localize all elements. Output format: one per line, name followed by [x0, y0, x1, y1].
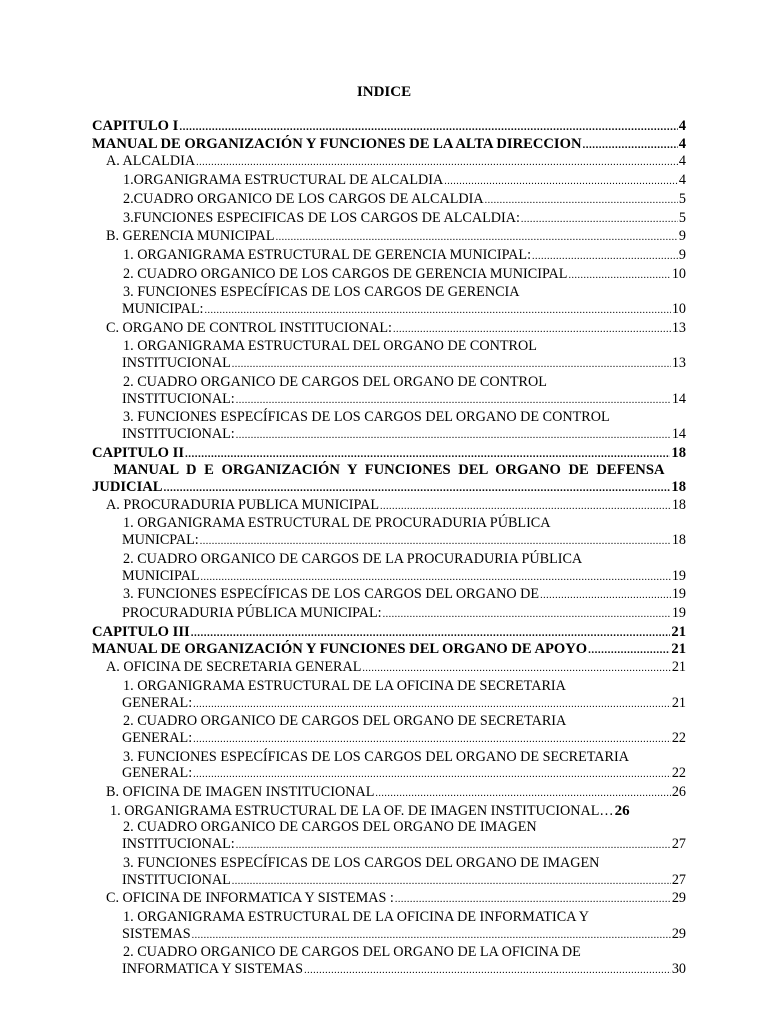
toc-entry[interactable]	[92, 266, 686, 285]
toc-entry-text: MANUAL D E ORGANIZACIÓN Y FUNCIONES DEL ORGANO DE DEFENSA	[113, 462, 665, 479]
toc-entry[interactable]	[92, 338, 686, 355]
dot-leader	[196, 155, 678, 172]
dot-leader	[232, 874, 671, 891]
toc-entry[interactable]	[92, 320, 686, 339]
toc-entry-text: INSTITUCIONAL:	[122, 425, 235, 442]
dot-leader	[393, 322, 671, 339]
dot-leader	[380, 499, 671, 516]
dot-leader	[193, 697, 671, 714]
toc-page-number: 26	[614, 802, 630, 819]
toc-entry[interactable]	[92, 532, 686, 551]
dot-leader	[185, 446, 670, 463]
toc-page-number: 10	[671, 301, 686, 318]
toc-entry-text: MANUAL DE ORGANIZACIÓN Y FUNCIONES DE LA ALTA DIRECCION	[92, 135, 582, 152]
toc-entry-text: C. OFICINA DE INFORMATICA Y SISTEMAS :	[106, 890, 394, 907]
toc-entry-text: SISTEMAS	[122, 925, 191, 942]
toc-entry[interactable]	[92, 445, 686, 463]
toc-page-number: 21	[671, 641, 686, 658]
toc-entry[interactable]	[92, 118, 686, 136]
toc-entry-number: 3.	[123, 209, 134, 226]
toc-page-number: 14	[671, 390, 686, 407]
toc-entry[interactable]	[92, 210, 686, 229]
toc-page-number: 4	[678, 153, 686, 170]
toc-entry-text: 3. FUNCIONES ESPECÍFICAS DE LOS CARGOS DEL ORGANO DE SECRETARIA	[123, 748, 629, 765]
toc-entry-text: INSTITUCIONAL	[122, 355, 231, 372]
toc-page-number: 9	[678, 228, 686, 245]
toc-entry[interactable]	[92, 784, 686, 803]
dot-leader	[521, 212, 678, 229]
toc-entry-text: CAPITULO I	[92, 118, 179, 134]
toc-entry-text: 2. CUADRO ORGANICO DE CARGOS DEL ORGANO DE IMAGEN	[123, 819, 537, 836]
toc-entry[interactable]	[92, 765, 686, 784]
toc-entry-text: 3. FUNCIONES ESPECÍFICAS DE LOS CARGOS DEL ORGANO DE CONTROL	[123, 409, 610, 426]
toc-entry-number: 1.	[123, 172, 134, 189]
toc-page-number: 19	[671, 586, 686, 603]
toc-entry[interactable]	[92, 586, 686, 605]
toc-page-number: 26	[671, 784, 686, 801]
dot-leader	[164, 480, 671, 497]
toc-page-number: 13	[671, 355, 686, 372]
dot-leader	[191, 625, 671, 642]
dot-leader	[395, 892, 671, 909]
toc-entry[interactable]	[92, 641, 686, 659]
toc-entry[interactable]	[92, 391, 686, 410]
toc-entry-text: INFORMATICA Y SISTEMAS	[122, 961, 304, 978]
toc-page-number: 4	[678, 172, 686, 189]
toc-page-number: 27	[671, 871, 686, 888]
dot-leader	[204, 303, 670, 320]
dot-leader	[568, 268, 670, 285]
toc-entry[interactable]	[92, 228, 686, 247]
dot-leader	[179, 119, 677, 136]
dot-leader	[232, 357, 671, 374]
toc-entry-text: INSTITUCIONAL:	[122, 390, 235, 407]
toc-entry-text: MUNICIPAL	[122, 567, 200, 584]
toc-entry[interactable]	[92, 515, 686, 532]
toc-entry-text: CAPITULO II	[92, 444, 185, 461]
toc-page-number: 18	[671, 479, 686, 496]
toc-entry-text: A. OFICINA DE SECRETARIA GENERAL	[106, 659, 362, 676]
page-title: INDICE	[356, 84, 412, 100]
table-of-contents	[92, 118, 686, 980]
toc-entry[interactable]	[92, 855, 686, 872]
toc-entry-text: FUNCIONES ESPECIFICAS DE LOS CARGOS DE ALCALDIA:	[133, 209, 520, 226]
toc-entry[interactable]	[92, 172, 686, 191]
toc-page-number: 10	[671, 265, 686, 282]
dot-leader	[236, 428, 671, 445]
toc-entry-text: B. OFICINA DE IMAGEN INSTITUCIONAL	[106, 784, 375, 801]
toc-entry[interactable]	[92, 819, 686, 836]
toc-entry-text: 3. FUNCIONES ESPECÍFICAS DE LOS CARGOS DEL ORGANO DE IMAGEN	[123, 854, 600, 871]
toc-entry-text: 1. ORGANIGRAMA ESTRUCTURAL DE PROCURADURIA PÚBLICA	[123, 515, 551, 532]
toc-entry-text: GENERAL:	[122, 765, 193, 782]
toc-page-number: 27	[671, 836, 686, 853]
toc-entry-text: A. ALCALDIA	[106, 153, 196, 170]
toc-page-number: 21	[671, 694, 686, 711]
toc-page-number: 5	[678, 190, 686, 207]
toc-entry[interactable]	[92, 301, 686, 320]
toc-entry[interactable]	[92, 284, 686, 301]
toc-entry-text: 2. CUADRO ORGANICO DE LOS CARGOS DE GERENCIA MUNICIPAL	[123, 265, 568, 282]
toc-page-number: 14	[671, 425, 686, 442]
dot-leader	[193, 767, 671, 784]
dot-leader	[540, 588, 671, 605]
toc-entry-text: INSTITUCIONAL:	[122, 836, 235, 853]
toc-entry[interactable]	[92, 836, 686, 855]
toc-page-number: 18	[671, 496, 686, 513]
toc-entry[interactable]	[92, 551, 686, 568]
toc-entry-text: 1. ORGANIGRAMA ESTRUCTURAL DEL ORGANO DE CONTROL	[123, 338, 537, 355]
toc-entry[interactable]	[92, 659, 686, 678]
toc-entry[interactable]	[92, 961, 686, 980]
dot-leader	[192, 928, 671, 945]
toc-entry[interactable]	[92, 926, 686, 945]
toc-entry-text: GENERAL:	[122, 694, 193, 711]
toc-entry-text: 2. CUADRO ORGANICO DE CARGOS DEL ORGANO DE SECRETARIA	[123, 713, 567, 730]
toc-entry[interactable]	[92, 409, 686, 426]
toc-page-number: 19	[671, 604, 686, 621]
toc-entry[interactable]	[92, 426, 686, 445]
toc-entry[interactable]	[92, 872, 686, 891]
toc-entry[interactable]	[92, 247, 686, 266]
toc-entry[interactable]	[92, 568, 686, 587]
toc-entry[interactable]	[92, 191, 686, 210]
dot-leader	[532, 249, 678, 266]
dot-leader	[588, 642, 670, 659]
toc-entry[interactable]	[92, 695, 686, 714]
toc-entry[interactable]	[92, 605, 686, 624]
toc-page-number: 29	[671, 890, 686, 907]
toc-entry-text: 2. CUADRO ORGANICO DE CARGOS DEL ORGANO DE CONTROL	[123, 373, 547, 390]
toc-entry-text: ORGANIGRAMA ESTRUCTURAL DE ALCALDIA	[133, 172, 444, 189]
dot-leader	[193, 732, 671, 749]
toc-entry-text: B. GERENCIA MUNICIPAL	[106, 228, 275, 245]
dot-leader	[444, 174, 678, 191]
dot-leader	[276, 230, 678, 247]
toc-page-number: 4	[678, 135, 686, 152]
dot-leader	[485, 193, 678, 210]
toc-page-number: 29	[671, 925, 686, 942]
toc-page-number: 22	[671, 765, 686, 782]
dot-leader	[375, 786, 670, 803]
toc-page-number: 30	[671, 961, 686, 978]
toc-page-number: 5	[678, 209, 686, 226]
toc-entry[interactable]	[92, 355, 686, 374]
dot-leader	[236, 838, 671, 855]
toc-entry-text: C. ORGANO DE CONTROL INSTITUCIONAL:	[106, 319, 392, 336]
toc-entry[interactable]	[92, 624, 686, 642]
toc-entry[interactable]	[92, 462, 686, 479]
toc-entry-text: 1. ORGANIGRAMA ESTRUCTURAL DE LA OF. DE IMAGEN INSTITUCIONAL…	[110, 802, 614, 819]
toc-entry-text: MANUAL DE ORGANIZACIÓN Y FUNCIONES DEL ORGANO DE APOYO	[92, 641, 588, 658]
toc-entry[interactable]	[92, 909, 686, 926]
toc-entry-text: 1. ORGANIGRAMA ESTRUCTURAL DE LA OFICINA DE SECRETARIA	[123, 677, 566, 694]
toc-entry[interactable]	[92, 944, 686, 961]
toc-entry-text: JUDICIAL	[92, 479, 163, 496]
toc-entry-text: GENERAL:	[122, 729, 193, 746]
toc-entry[interactable]	[92, 136, 686, 154]
toc-page-number: 21	[671, 623, 686, 640]
toc-entry[interactable]	[92, 713, 686, 730]
toc-page-number: 4	[678, 118, 686, 134]
dot-leader	[304, 963, 671, 980]
toc-entry-text: 3. FUNCIONES ESPECÍFICAS DE LOS CARGOS DEL ORGANO DE	[123, 586, 540, 603]
toc-entry[interactable]	[92, 374, 686, 391]
toc-entry[interactable]	[92, 479, 686, 497]
toc-entry-text: CAPITULO III	[92, 623, 190, 640]
toc-entry[interactable]	[92, 749, 686, 766]
toc-entry[interactable]	[92, 890, 686, 909]
toc-page-number: 19	[671, 567, 686, 584]
toc-page-number: 21	[671, 659, 686, 676]
dot-leader	[201, 570, 671, 587]
toc-entry-text: PROCURADURIA PÚBLICA MUNICIPAL:	[122, 604, 382, 621]
toc-page-number: 18	[671, 532, 686, 549]
toc-page-number: 9	[678, 246, 686, 263]
toc-entry[interactable]	[92, 153, 686, 172]
toc-entry[interactable]	[92, 730, 686, 749]
toc-page-number: 13	[671, 319, 686, 336]
toc-entry-text: 2. CUADRO ORGANICO DE CARGOS DE LA PROCURADURIA PÚBLICA	[123, 550, 583, 567]
toc-entry[interactable]	[92, 678, 686, 695]
toc-entry-text: 2. CUADRO ORGANICO DE CARGOS DEL ORGANO DE LA OFICINA DE	[123, 944, 581, 961]
toc-entry-text: INSTITUCIONAL	[122, 871, 231, 888]
toc-entry-text: 3. FUNCIONES ESPECÍFICAS DE LOS CARGOS DE GERENCIA	[123, 284, 520, 301]
toc-entry-text: CUADRO ORGANICO DE LOS CARGOS DE ALCALDIA	[133, 190, 484, 207]
toc-entry-text: A. PROCURADURIA PUBLICA MUNICIPAL	[106, 496, 380, 513]
toc-entry[interactable]	[92, 803, 686, 820]
toc-entry-text: 1. ORGANIGRAMA ESTRUCTURAL DE LA OFICINA DE INFORMATICA Y	[123, 908, 589, 925]
dot-leader	[583, 137, 678, 154]
toc-entry-text: MUNICPAL:	[122, 532, 199, 549]
toc-entry-text: 1. ORGANIGRAMA ESTRUCTURAL DE GERENCIA MUNICIPAL:	[123, 246, 532, 263]
dot-leader	[236, 393, 671, 410]
toc-page-number: 22	[671, 729, 686, 746]
toc-entry-text: MUNICIPAL:	[122, 301, 204, 318]
dot-leader	[383, 607, 671, 624]
dot-leader	[362, 661, 670, 678]
toc-entry-number: 2.	[123, 190, 134, 207]
dot-leader	[200, 534, 671, 551]
toc-entry[interactable]	[92, 497, 686, 516]
toc-page-number: 18	[671, 444, 686, 461]
